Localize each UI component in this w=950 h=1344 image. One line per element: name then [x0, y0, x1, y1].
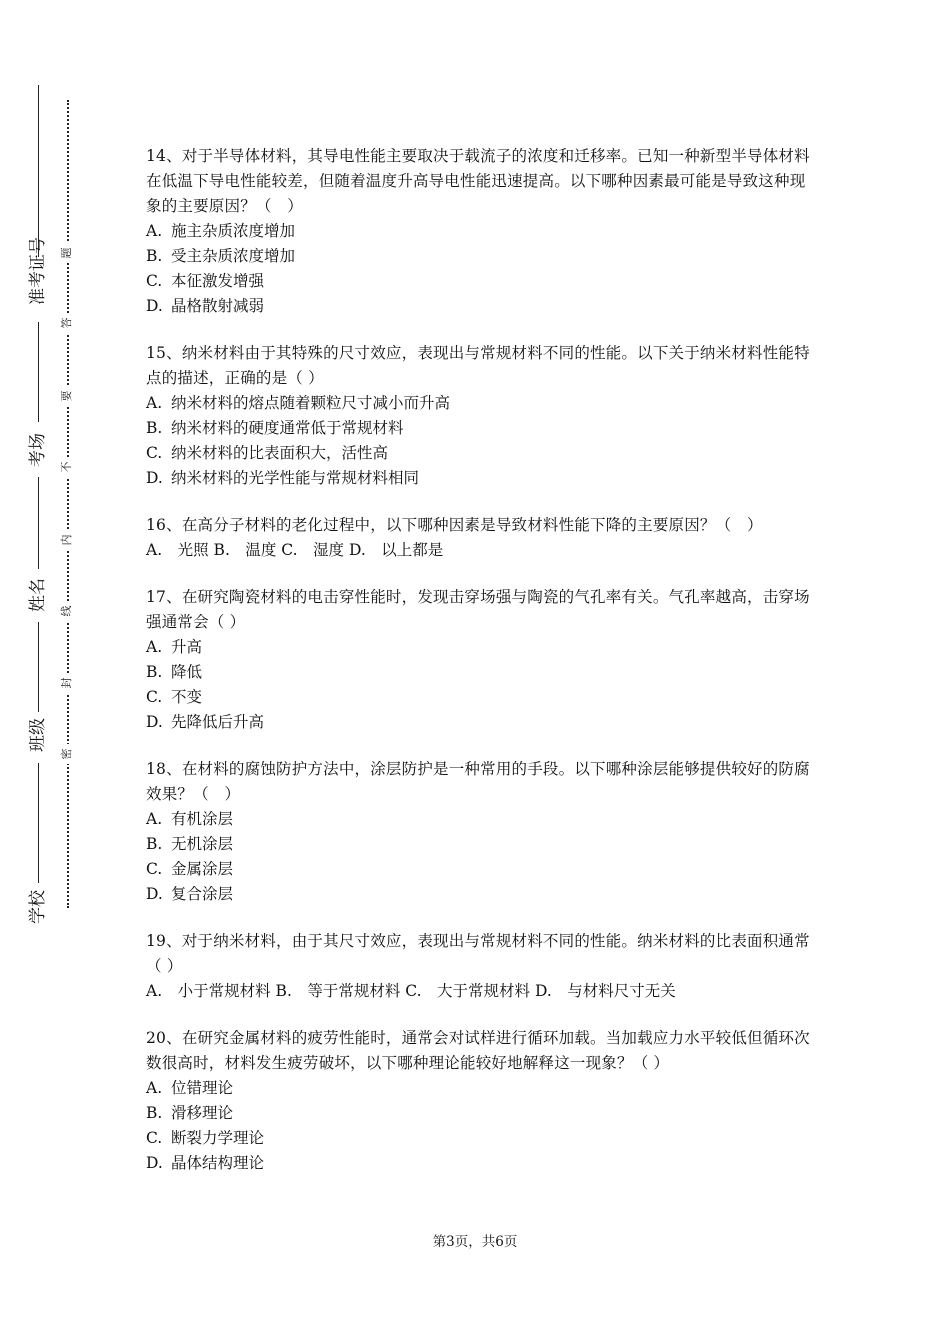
- binding-line: [38, 763, 39, 883]
- question-19: [146, 929, 816, 1004]
- option-d: D. 晶格散射减弱: [146, 297, 265, 315]
- option-a: A. 升高: [146, 638, 203, 656]
- exam-room-label: 考场: [28, 433, 48, 467]
- seal-char: 线: [57, 601, 77, 621]
- option-d: D. 先降低后升高: [146, 713, 265, 731]
- option-d: D. 复合涂层: [146, 885, 234, 903]
- question-stem: 16、在高分子材料的老化过程中，以下哪种因素是导致材料性能下降的主要原因？（ ）: [146, 516, 763, 534]
- option-a: A. 位错理论: [146, 1079, 234, 1097]
- option-d: D. 晶体结构理论: [146, 1154, 265, 1172]
- inline-options: A. 光照 B. 温度 C. 湿度 D. 以上都是: [146, 541, 444, 559]
- inline-options: A. 小于常规材料 B. 等于常规材料 C. 大于常规材料 D. 与材料尺寸无关: [146, 982, 676, 1000]
- option-c: C. 不变: [146, 688, 203, 706]
- binding-line: [38, 85, 39, 257]
- question-list: [146, 144, 816, 1198]
- question-stem: 19、对于纳米材料，由于其尺寸效应，表现出与常规材料不同的性能。纳米材料的比表面积通常（ ）: [146, 932, 810, 975]
- school-label: 学校: [28, 890, 48, 924]
- option-b: B. 降低: [146, 663, 203, 681]
- class-label: 班级: [28, 718, 48, 752]
- option-d: D. 纳米材料的光学性能与常规材料相同: [146, 469, 420, 487]
- question-stem: 18、在材料的腐蚀防护方法中，涂层防护是一种常用的手段。以下哪种涂层能够提供较好的防腐效果？（ ）: [146, 760, 810, 803]
- seal-char: 题: [57, 243, 77, 263]
- binding-line: [38, 322, 39, 422]
- binding-line: [38, 477, 39, 569]
- question-stem: 15、纳米材料由于其特殊的尺寸效应，表现出与常规材料不同的性能。以下关于纳米材料性能特点的描述，正确的是（ ）: [146, 344, 810, 387]
- option-c: C. 纳米材料的比表面积大，活性高: [146, 444, 389, 462]
- question-15: [146, 341, 816, 491]
- binding-line: [38, 622, 39, 712]
- option-a: A. 纳米材料的熔点随着颗粒尺寸减小而升高: [146, 394, 451, 412]
- seal-char: 答: [57, 313, 77, 333]
- seal-char: 内: [57, 530, 77, 550]
- exam-id-label: 准考证号: [28, 237, 48, 305]
- option-b: B. 受主杂质浓度增加: [146, 247, 296, 265]
- option-c: C. 金属涂层: [146, 860, 234, 878]
- option-b: B. 滑移理论: [146, 1104, 234, 1122]
- option-b: B. 纳米材料的硬度通常低于常规材料: [146, 419, 404, 437]
- option-c: C. 断裂力学理论: [146, 1129, 265, 1147]
- name-label: 姓名: [28, 578, 48, 612]
- seal-char: 封: [57, 673, 77, 693]
- option-c: C. 本征激发增强: [146, 272, 265, 290]
- question-17: [146, 585, 816, 735]
- option-a: A. 施主杂质浓度增加: [146, 222, 296, 240]
- seal-dotted-line: [67, 100, 69, 908]
- question-stem: 14、对于半导体材料，其导电性能主要取决于载流子的浓度和迁移率。已知一种新型半导体材料在低温下导电性能较差，但随着温度升高导电性能迅速提高。以下哪种因素最可能是导致这种现象的主要原因？（ ）: [146, 147, 810, 215]
- option-b: B. 无机涂层: [146, 835, 234, 853]
- page-number: 第3页，共6页: [432, 1234, 518, 1250]
- question-stem: 17、在研究陶瓷材料的电击穿性能时，发现击穿场强与陶瓷的气孔率有关。气孔率越高，击穿场强通常会（ ）: [146, 588, 810, 631]
- question-18: [146, 757, 816, 907]
- option-a: A. 有机涂层: [146, 810, 234, 828]
- seal-char: 密: [57, 744, 77, 764]
- question-14: [146, 144, 816, 319]
- seal-char: 不: [57, 457, 77, 477]
- question-16: [146, 513, 816, 563]
- question-20: [146, 1026, 816, 1176]
- seal-char: 要: [57, 386, 77, 406]
- question-stem: 20、在研究金属材料的疲劳性能时，通常会对试样进行循环加载。当加载应力水平较低但循环次数很高时，材料发生疲劳破坏，以下哪种理论能较好地解释这一现象？（ ）: [146, 1029, 810, 1072]
